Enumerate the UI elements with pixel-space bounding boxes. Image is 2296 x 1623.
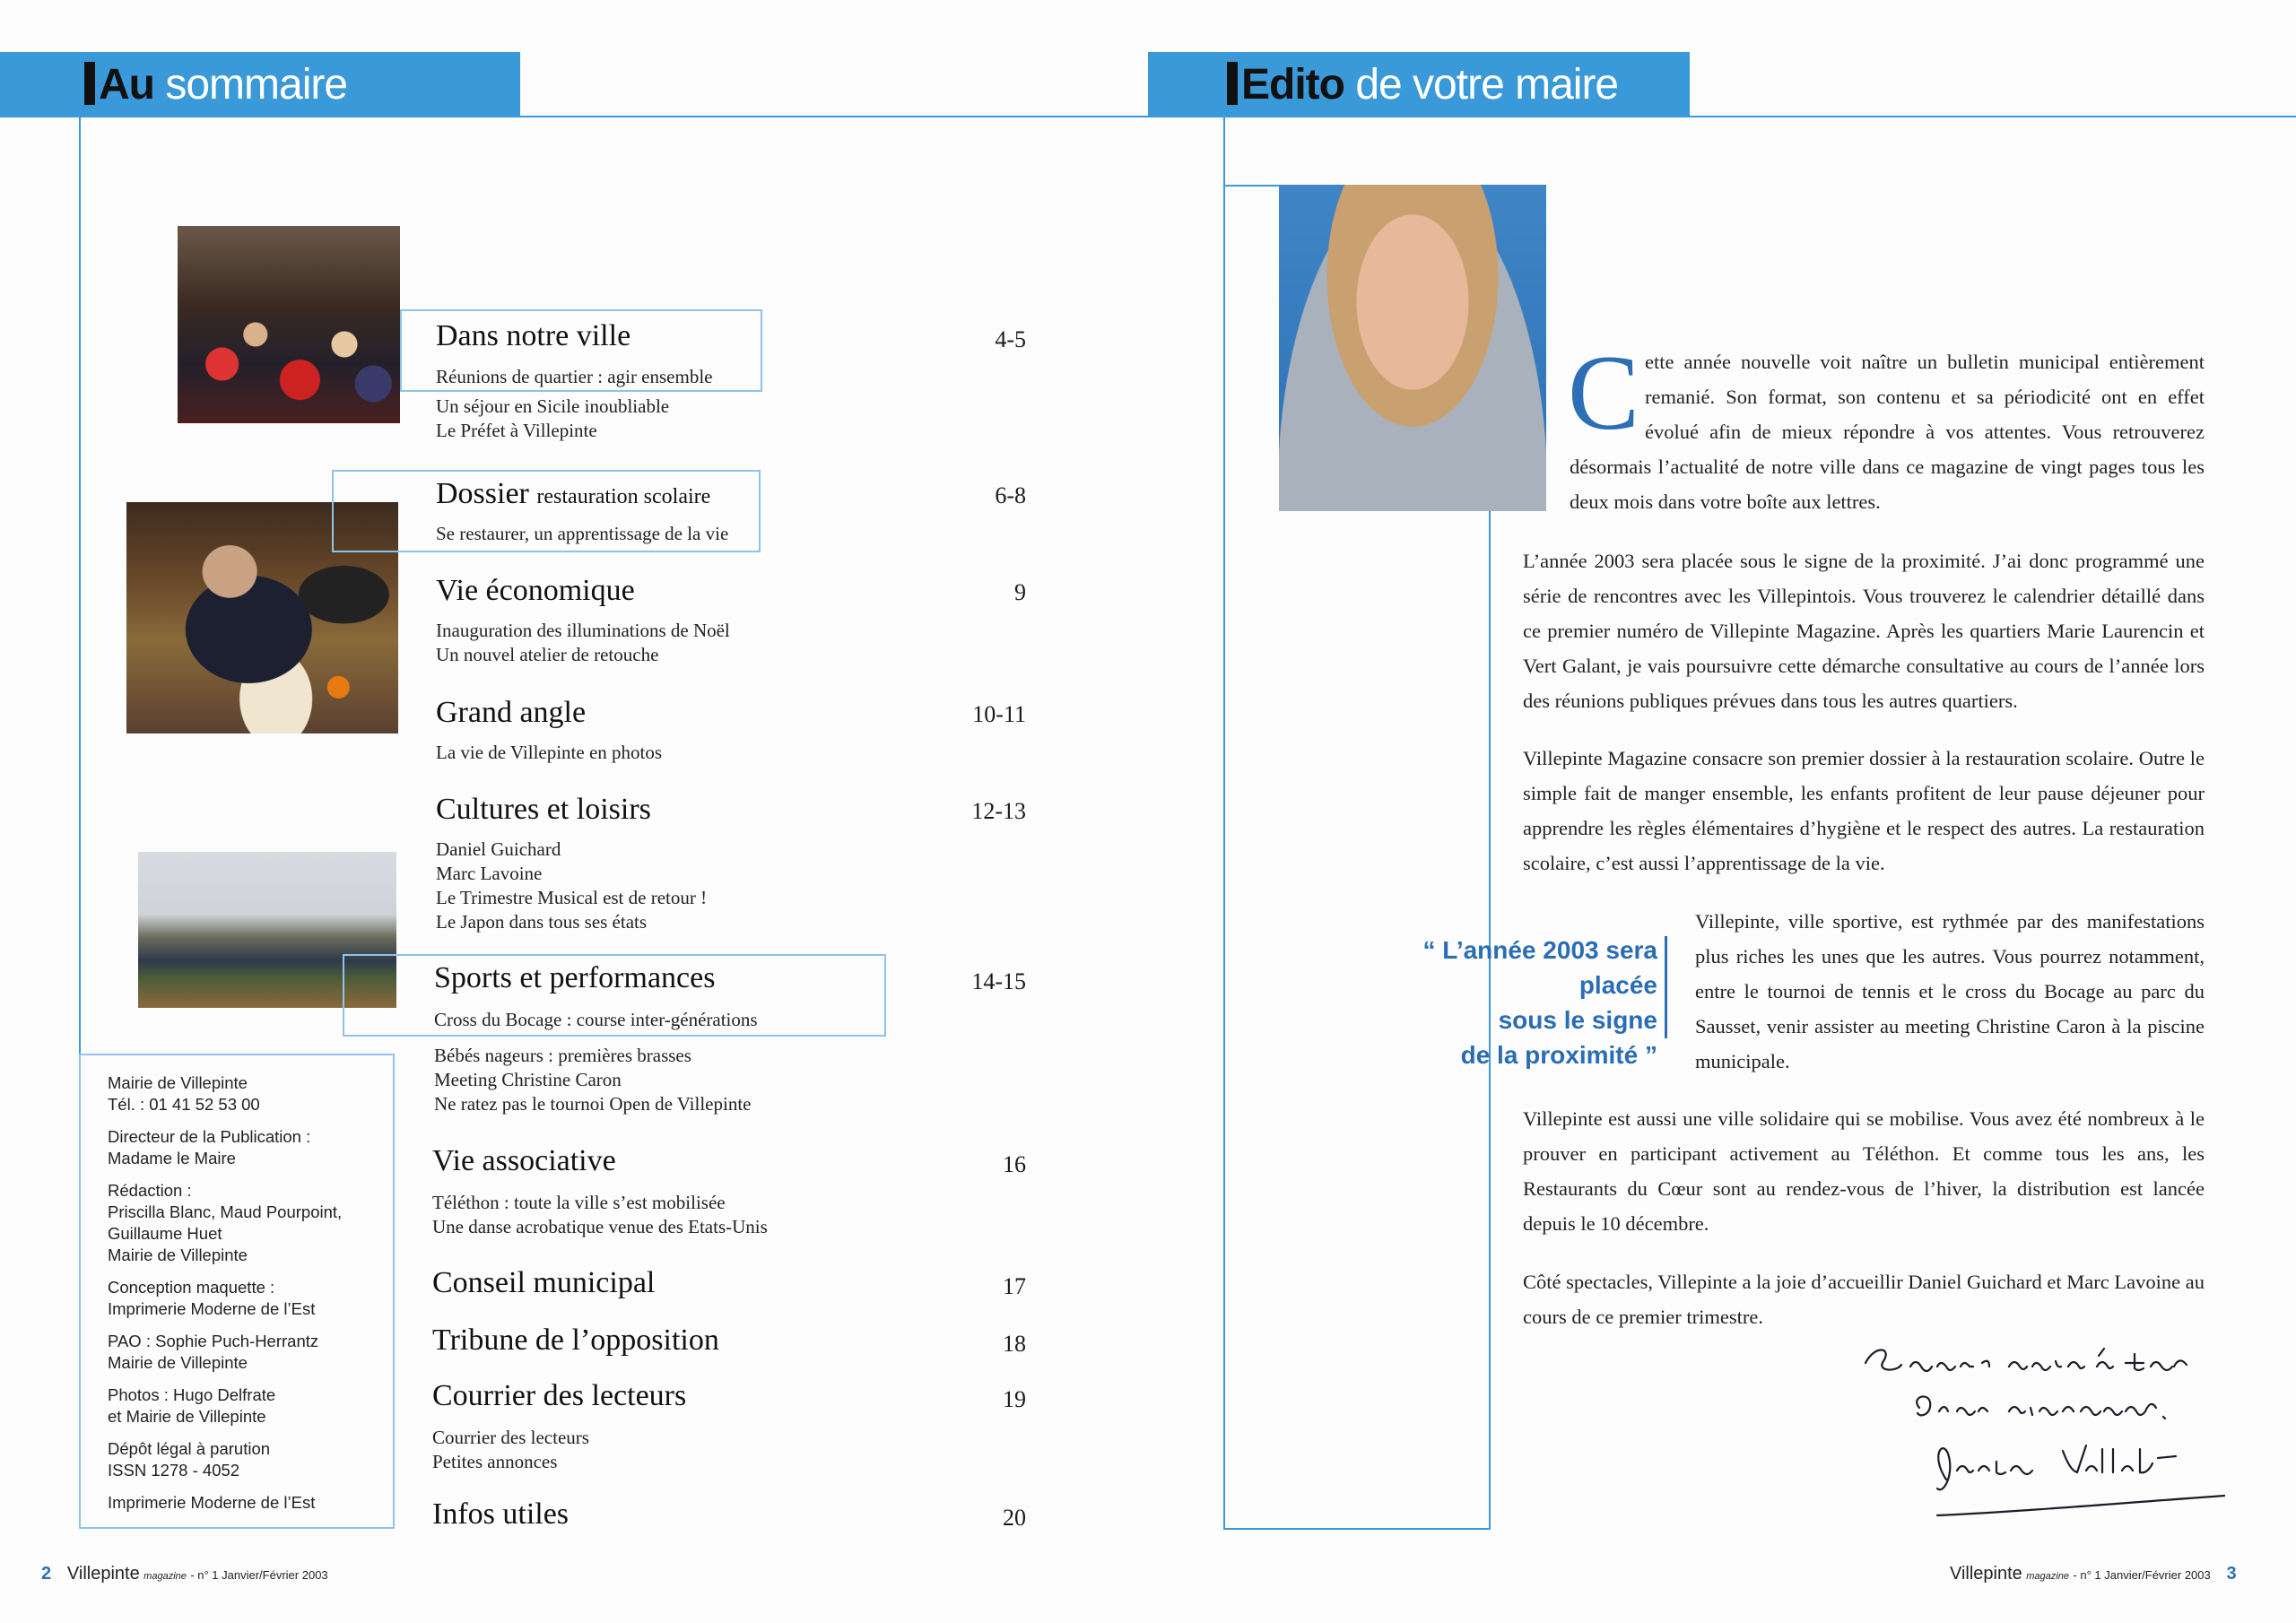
footer-brand: Villepinte [66, 1564, 140, 1584]
toc-title: Conseil municipal [432, 1266, 656, 1299]
toc-subtitle: Marc Lavoine [436, 863, 543, 884]
toc-subtitle: Le Trimestre Musical est de retour ! [436, 887, 708, 908]
toc-subtitle: Meeting Christine Caron [434, 1069, 622, 1090]
left-footer [41, 1564, 328, 1584]
toc-subtitle: Inauguration des illuminations de Noël [436, 620, 730, 641]
footer-magazine: magazine [144, 1571, 187, 1582]
toc-subtitle: Se restaurer, un apprentissage de la vie [436, 523, 729, 544]
handwritten-signature [1857, 1336, 2233, 1533]
toc-page-number: 9 [1014, 579, 1026, 605]
credit-line: Guillaume Huet [108, 1224, 222, 1243]
toc-subtitle: La vie de Villepinte en photos [436, 742, 663, 763]
toc-title: Dans notre ville [436, 319, 631, 352]
credit-line: Madame le Maire [108, 1149, 236, 1167]
toc-page-number: 6-8 [995, 482, 1026, 508]
toc-subtitle: Daniel Guichard [436, 838, 561, 860]
credit-line: Photos : Hugo Delfrate [108, 1385, 276, 1404]
right-page-title: Edito de votre maire [1227, 52, 1618, 117]
edito-paragraph-4: Villepinte, ville sportive, est rythmée par des manifestations plus riches les unes que les autres. Vous pourrez notamment, entre le tournoi de tennis et le cross du Bocage au parc du Sausset, venir assister au meeting Christine Caron à la piscine municipale. [1695, 910, 2205, 1072]
credit-line: Imprimerie Moderne de l’Est [108, 1493, 316, 1512]
credit-line: Mairie de Villepinte [108, 1245, 248, 1264]
toc-subtitle: Cross du Bocage : course inter-générations [434, 1009, 758, 1030]
toc-title: Vie associative [432, 1144, 616, 1177]
credit-line: Tél. : 01 41 52 53 00 [108, 1095, 260, 1114]
credit-line: Mairie de Villepinte [108, 1353, 248, 1372]
footer-issue: - n° 1 Janvier/Février 2003 [2073, 1568, 2211, 1582]
edito-paragraph-5: Villepinte est aussi une ville solidaire qui se mobilise. Vous avez été nombreux à le prouver en participant activement au Téléthon. Et comme tous les ans, les Restaurants du Cœur sont au rendez-vous de l’hiver, la distribution est lancée depuis le 10 décembre. [1523, 1107, 2205, 1235]
photo-mayor [1279, 185, 1546, 511]
footer-magazine: magazine [2026, 1571, 2069, 1582]
footer-brand: Villepinte [1950, 1564, 2022, 1584]
toc-subtitle: Bébés nageurs : premières brasses [434, 1045, 691, 1066]
toc-page-number: 14-15 [971, 968, 1026, 994]
pull-quote: “ L’année 2003 sera placée sous le signe de la proximité ” [1422, 936, 1657, 1069]
toc-title: Infos utiles [432, 1497, 570, 1531]
credit-line: Conception maquette : [108, 1278, 275, 1297]
edito-paragraph-1: Cette année nouvelle voit naître un bulletin municipal entièrement remanié. Son format, son contenu et sa périodicité ont en effet évolué afin de mieux répondre à vos attentes. Vous retrouverez désormais l’actualité de notre ville dans ce magazine de vingt pages tous les deux mois dans votre boîte aux lettres. [1568, 333, 2205, 513]
credit-line: et Mairie de Villepinte [108, 1407, 266, 1426]
photo-neighbourhood-meeting [178, 226, 400, 423]
pull-quote-bar [1665, 936, 1667, 1038]
toc-page-number: 20 [1003, 1505, 1026, 1531]
edito-paragraph-3: Villepinte Magazine consacre son premier dossier à la restauration scolaire. Outre le simple fait de manger ensemble, les enfants profitent de leur pause déjeuner pour apprendre les règles élémentaires d’hygiène et le respect des autres. La restauration scolaire, c’est aussi l’apprentissage de la vie. [1523, 747, 2205, 874]
toc-title: Dossier restauration scolaire [436, 477, 711, 510]
footer-issue: - n° 1 Janvier/Février 2003 [190, 1568, 328, 1582]
credit-line: PAO : Sophie Puch-Herrantz [108, 1332, 319, 1350]
credit-line: Rédaction : [108, 1181, 192, 1200]
toc-subtitle: Réunions de quartier : agir ensemble [436, 366, 713, 387]
toc-subtitle: Ne ratez pas le tournoi Open de Villepinte [434, 1093, 752, 1115]
toc-page-number: 19 [1003, 1386, 1026, 1412]
right-header-rule [1690, 116, 2296, 117]
toc-subtitle: Le Préfet à Villepinte [436, 420, 597, 441]
toc-page-number: 10-11 [972, 701, 1026, 727]
toc-page-number: 18 [1003, 1331, 1026, 1357]
toc-title: Sports et performances [434, 961, 716, 994]
toc-subtitle: Petites annonces [432, 1451, 558, 1472]
credit-line: Mairie de Villepinte [108, 1073, 248, 1092]
left-header-rule [520, 116, 1148, 117]
credit-line: ISSN 1278 - 4052 [108, 1461, 240, 1480]
toc-title: Grand angle [436, 696, 587, 729]
credit-line: Imprimerie Moderne de l’Est [108, 1299, 316, 1318]
credit-line: Priscilla Blanc, Maud Pourpoint, [108, 1202, 343, 1221]
page-number: 3 [2226, 1564, 2237, 1584]
page-number: 2 [41, 1564, 52, 1584]
dropcap-letter: C [1568, 333, 1640, 452]
toc-subtitle: Un séjour en Sicile inoubliable [436, 395, 670, 417]
toc-subtitle: Un nouvel atelier de retouche [436, 644, 659, 665]
toc-title: Vie économique [436, 574, 635, 607]
edito-paragraph-6: Côté spectacles, Villepinte a la joie d’accueillir Daniel Guichard et Marc Lavoine au cours de ce premier trimestre. [1523, 1271, 2205, 1328]
toc-title: Cultures et loisirs [436, 793, 651, 826]
toc-subtitle: Une danse acrobatique venue des Etats-Unis [432, 1216, 768, 1237]
right-frame-bottom [1223, 1528, 1491, 1530]
credit-line: Directeur de la Publication : [108, 1127, 311, 1146]
photo-frame-top [1225, 185, 1281, 187]
toc-page-number: 16 [1003, 1151, 1026, 1177]
toc-page-number: 12-13 [971, 798, 1026, 824]
right-frame-line [1223, 117, 1225, 1530]
toc-subtitle: Téléthon : toute la ville s’est mobilisée [432, 1192, 726, 1213]
left-page-title: Au sommaire [84, 52, 347, 117]
toc-subtitle: Courrier des lecteurs [432, 1427, 589, 1448]
toc-title: Tribune de l’opposition [432, 1324, 719, 1357]
edito-paragraph-2: L’année 2003 sera placée sous le signe de la proximité. J’ai donc programmé une série de rencontres avec les Villepintois. Vous trouverez le calendrier détaillé dans ce premier numéro de Villepinte Magazine. Après les quartiers Marie Laurencin et Vert Galant, je vais poursuivre cette démarche consultative au cours de l’année lors des réunions publiques prévues dans tous les autres quartiers. [1523, 550, 2205, 712]
toc-title: Courrier des lecteurs [432, 1379, 687, 1412]
right-footer [1950, 1564, 2237, 1584]
credit-line: Dépôt légal à parution [108, 1439, 271, 1458]
toc-page-number: 17 [1003, 1273, 1026, 1299]
toc-page-number: 4-5 [995, 326, 1026, 352]
toc-subtitle: Le Japon dans tous ses états [436, 911, 648, 933]
left-frame-line [79, 117, 81, 1055]
